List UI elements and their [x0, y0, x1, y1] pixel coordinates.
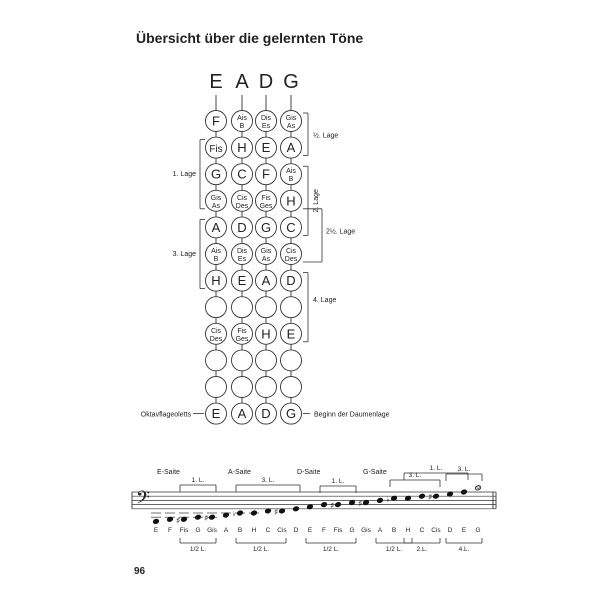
note-head: [209, 514, 216, 520]
accidental-icon: ♯: [204, 515, 208, 523]
note-circle: [206, 350, 227, 371]
note-label: As: [211, 202, 221, 210]
page-number: 96: [134, 566, 146, 577]
string-name-e: E: [209, 71, 223, 93]
label-thumb-position: Beginn der Daumenlage: [314, 411, 390, 419]
note-name: E: [307, 527, 313, 534]
page-title: Übersicht über die gelernten Töne: [136, 30, 364, 46]
note-label: H: [261, 326, 271, 342]
note-label: Fis: [261, 194, 271, 202]
note-name: Fis: [333, 527, 343, 534]
note-label: G: [210, 166, 222, 182]
note-name: B: [391, 527, 397, 534]
note-name: Gis: [361, 527, 371, 534]
note-label: B: [213, 256, 219, 263]
note-head: [195, 514, 202, 520]
note-name: F: [168, 527, 172, 534]
note-label: E: [237, 273, 247, 289]
label-pos-2half: 2½. Lage: [326, 228, 356, 236]
bracket-label: 1. L.: [429, 465, 443, 472]
note-label: Cis: [210, 327, 222, 335]
accidental-icon: ♯: [274, 508, 278, 516]
note-label: D: [286, 273, 296, 289]
string-label: G-Saite: [363, 469, 387, 476]
lower-bracket-label: 1/2 L.: [252, 546, 270, 553]
note-head: [433, 493, 440, 499]
note-label: Fis: [237, 327, 247, 335]
note-label: Ges: [235, 335, 249, 343]
accidental-icon: ♭: [232, 511, 236, 518]
note-name: Cis: [277, 527, 287, 534]
note-name: C: [265, 527, 271, 534]
note-label: H: [286, 193, 296, 209]
note-name: Gis: [207, 527, 217, 534]
note-name: Fis: [179, 527, 189, 534]
lower-bracket-label: 4.L.: [458, 546, 470, 553]
lower-bracket-label: 2.L.: [416, 546, 428, 553]
note-label: A: [237, 406, 247, 422]
note-head: [419, 493, 426, 499]
note-name: D: [447, 527, 453, 534]
note-label: Ais: [211, 248, 221, 255]
note-label: F: [212, 113, 220, 129]
note-name: H: [251, 527, 257, 534]
note-label: Gis: [285, 115, 297, 122]
note-head: [153, 518, 160, 524]
note-name: F: [322, 527, 326, 534]
note-label: As: [286, 123, 296, 130]
note-label: D: [237, 219, 247, 235]
note-head: [461, 489, 468, 495]
note-label: A: [261, 273, 271, 289]
label-pos-2: 2. Lage: [313, 189, 320, 213]
note-circle: [281, 377, 302, 398]
note-name: G: [349, 527, 355, 534]
note-name: A: [377, 527, 383, 534]
note-head: [251, 510, 258, 516]
note-label: H: [211, 273, 221, 289]
note-name: H: [405, 527, 411, 534]
note-label: G: [260, 219, 272, 235]
note-head: [335, 502, 342, 508]
note-label: E: [211, 406, 221, 422]
note-name: Cis: [431, 527, 441, 534]
note-label: C: [286, 219, 296, 235]
note-label: Dis: [236, 248, 248, 255]
label-harmonics: Oktavflageoletts: [140, 411, 191, 419]
string-name-d: D: [258, 71, 274, 93]
note-circle: [256, 350, 277, 371]
note-label: Ges: [259, 202, 273, 210]
note-label: A: [211, 219, 221, 235]
string-name-a: A: [235, 71, 249, 93]
note-name: D: [293, 527, 299, 534]
note-label: Cis: [285, 248, 297, 255]
note-label: Ais: [237, 115, 247, 122]
note-circle: [206, 297, 227, 318]
note-circle: [232, 377, 253, 398]
accidental-icon: ♯: [428, 494, 432, 502]
note-circle: [281, 297, 302, 318]
string-label: E-Saite: [157, 469, 180, 476]
label-pos-1: 1. Lage: [172, 171, 196, 179]
note-head: [321, 502, 328, 508]
note-label: E: [261, 140, 271, 156]
accidental-icon: ♯: [330, 502, 334, 510]
note-label: C: [237, 166, 247, 182]
note-label: B: [288, 176, 294, 184]
note-circle: [256, 297, 277, 318]
note-name: G: [475, 527, 481, 534]
note-label: H: [237, 140, 247, 156]
note-circle: [232, 297, 253, 318]
note-label: Des: [235, 202, 249, 210]
note-name: E: [153, 527, 159, 534]
note-head: [293, 506, 300, 512]
note-label: F: [262, 166, 270, 182]
bracket-label: 3. L.: [457, 466, 471, 473]
note-label: G: [285, 406, 297, 422]
note-label: Fis: [209, 144, 223, 156]
lower-bracket-label: 1/2 L.: [322, 546, 340, 553]
note-label: Gis: [260, 248, 272, 255]
note-name: A: [223, 527, 229, 534]
note-label: B: [239, 123, 245, 130]
note-name: B: [237, 527, 243, 534]
accidental-icon: ♭: [386, 496, 390, 504]
note-label: Des: [209, 335, 223, 343]
note-circle: [256, 377, 277, 398]
note-circle: [281, 350, 302, 371]
label-pos-3: 3. Lage: [172, 251, 196, 258]
note-label: As: [261, 256, 271, 263]
note-label: Es: [261, 123, 271, 130]
label-pos-4: 4. Lage: [313, 297, 337, 305]
note-circle: [232, 350, 253, 371]
note-name: E: [461, 527, 467, 534]
note-label: Es: [237, 256, 247, 263]
string-label: D-Saite: [297, 469, 321, 476]
bracket-label: 1. L.: [191, 477, 205, 484]
note-label: Des: [284, 256, 298, 263]
note-label: D: [261, 406, 271, 422]
bass-clef-icon: 𝄢: [135, 487, 151, 512]
note-label: E: [286, 326, 296, 342]
harmonic-mark: o: [476, 485, 480, 491]
note-name: G: [195, 527, 201, 534]
bracket-label: 3. L.: [261, 477, 275, 484]
accidental-icon: ♯: [358, 500, 362, 508]
lower-bracket-label: 1/2 L.: [385, 546, 403, 553]
note-label: Dis: [260, 115, 272, 122]
accidental-icon: ♯: [176, 517, 180, 525]
note-label: Gis: [210, 194, 222, 202]
note-label: A: [286, 140, 296, 156]
string-label: A-Saite: [228, 469, 251, 476]
bracket-label: 1. L.: [331, 478, 345, 485]
note-head: [377, 497, 384, 503]
note-circle: [206, 377, 227, 398]
note-name: C: [419, 527, 425, 534]
bracket-label: 3. L.: [408, 472, 422, 479]
lower-bracket-label: 1/2 L.: [189, 546, 207, 553]
note-label: Ais: [286, 168, 296, 176]
note-label: Cis: [236, 194, 248, 202]
note-head: [237, 510, 244, 516]
string-name-g: G: [283, 71, 299, 93]
label-pos-half: ½. Lage: [313, 132, 339, 140]
